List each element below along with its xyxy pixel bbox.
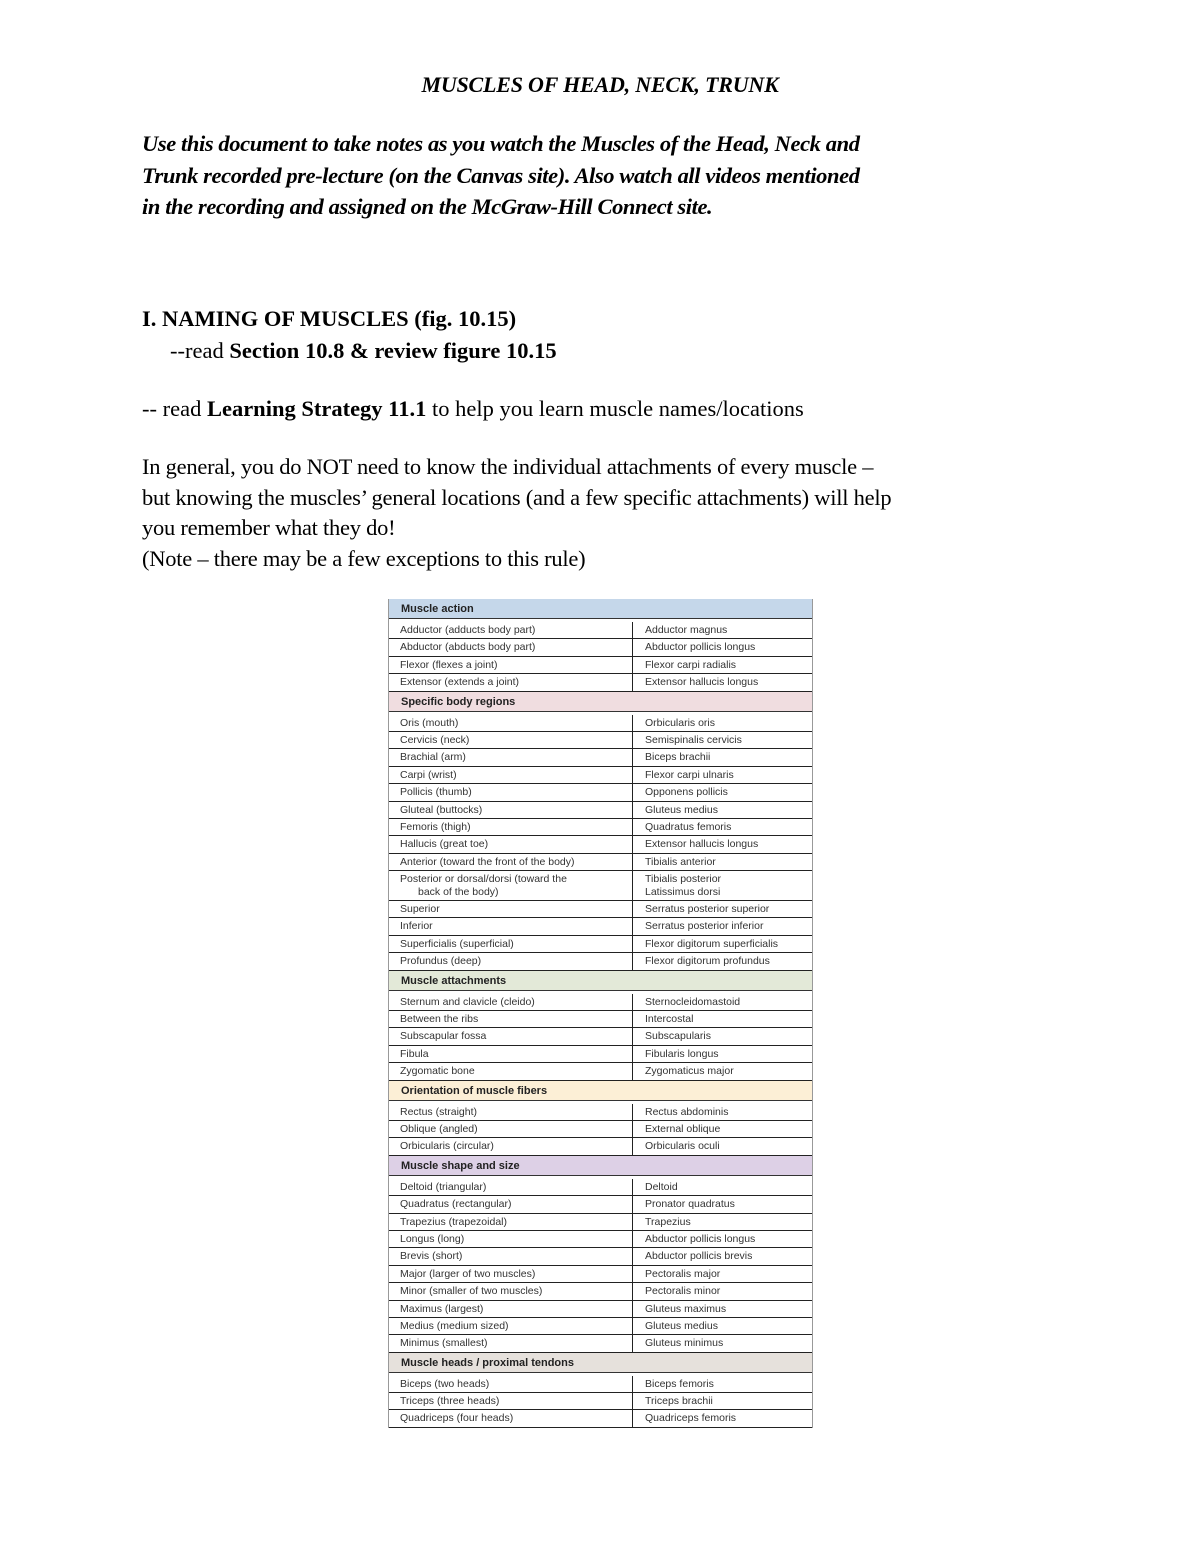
example-cell: Fibularis longus	[645, 1047, 719, 1060]
table-row	[389, 749, 812, 766]
example-cell: Adductor magnus	[645, 624, 728, 636]
term-cell: Quadratus (rectangular)	[389, 1196, 633, 1212]
reading-prefix: --read	[170, 338, 230, 363]
table-row	[389, 1121, 812, 1138]
reading-prefix: -- read	[142, 396, 207, 421]
example-cell: Pectoralis major	[645, 1267, 721, 1280]
table-row	[389, 1179, 812, 1196]
term-cell: Orbicularis (circular)	[389, 1138, 633, 1154]
table-row	[389, 918, 812, 935]
table-row	[389, 1104, 812, 1121]
example-cell: Trapezius	[645, 1215, 691, 1228]
example-cell: Biceps femoris	[645, 1377, 714, 1390]
table-row	[389, 767, 812, 784]
table-row	[389, 1376, 812, 1393]
table-row	[389, 1266, 812, 1283]
term-cell: Hallucis (great toe)	[389, 836, 633, 852]
example-cell: Semispinalis cervicis	[645, 733, 742, 746]
example-cell: Quadriceps femoris	[645, 1412, 737, 1425]
term-cell: Fibula	[389, 1046, 633, 1062]
term-cell: Extensor (extends a joint)	[389, 674, 633, 690]
term-cell: Subscapular fossa	[389, 1028, 633, 1044]
note-line: In general, you do NOT need to know the individual attachments of every muscle –	[142, 454, 874, 479]
term-cell: Adductor (adducts body part)	[389, 622, 633, 638]
example-cell: Tibialis posterior Latissimus dorsi	[645, 873, 722, 899]
table-row	[389, 1046, 812, 1063]
example-cell: Opponens pollicis	[645, 786, 728, 799]
term-cell: Triceps (three heads)	[389, 1393, 633, 1409]
table-row	[389, 622, 812, 639]
intro-line: Use this document to take notes as you watch the Muscles of the Head, Neck and	[142, 131, 860, 156]
term-cell: Maximus (largest)	[389, 1301, 633, 1317]
table-row	[389, 674, 812, 691]
table-row	[389, 1318, 812, 1335]
table-row	[389, 1196, 812, 1213]
table-row	[389, 1138, 812, 1155]
table-row	[389, 657, 812, 674]
term-cell: Inferior	[389, 918, 633, 934]
intro-paragraph	[142, 128, 1062, 223]
term-cell: Superficialis (superficial)	[389, 936, 633, 952]
example-cell: Orbicularis oris	[645, 716, 716, 729]
term-cell: Medius (medium sized)	[389, 1318, 633, 1334]
table-row	[389, 994, 812, 1011]
section-heading: I. NAMING OF MUSCLES (fig. 10.15)	[142, 306, 517, 331]
table-row	[389, 901, 812, 918]
term-cell: Biceps (two heads)	[389, 1376, 633, 1392]
example-cell: Zygomaticus major	[645, 1065, 734, 1078]
reading-assignment-2	[142, 396, 804, 422]
term-cell: Oris (mouth)	[389, 715, 633, 731]
example-cell: Gluteus medius	[645, 803, 718, 816]
term-cell: Minor (smaller of two muscles)	[389, 1283, 633, 1299]
term-cell: Carpi (wrist)	[389, 767, 633, 783]
term-cell: Profundus (deep)	[389, 953, 633, 969]
example-cell: Quadratus femoris	[645, 820, 732, 833]
reading-suffix: to help you learn muscle names/locations	[426, 396, 804, 421]
example-cell: Extensor hallucis longus	[645, 838, 759, 851]
table-row	[389, 732, 812, 749]
example-cell: Deltoid	[645, 1180, 678, 1193]
example-cell: Biceps brachii	[645, 751, 711, 764]
term-cell: Quadriceps (four heads)	[389, 1410, 633, 1426]
table-row	[389, 715, 812, 732]
term-cell: Zygomatic bone	[389, 1063, 633, 1079]
table-row	[389, 1335, 812, 1352]
reading-reference: Section 10.8 & review figure 10.15	[229, 338, 557, 363]
example-cell: Tibialis anterior	[645, 855, 716, 868]
term-cell: Posterior or dorsal/dorsi (toward the back of the body)	[389, 871, 633, 900]
term-cell: Anterior (toward the front of the body)	[389, 854, 633, 870]
table-row	[389, 1283, 812, 1300]
muscle-naming-table	[388, 599, 813, 1428]
example-cell: Pronator quadratus	[645, 1198, 735, 1211]
term-cell: Cervicis (neck)	[389, 732, 633, 748]
reading-assignment-1	[170, 338, 557, 364]
example-cell: Subscapularis	[645, 1030, 711, 1043]
term-cell: Pollicis (thumb)	[389, 784, 633, 800]
term-cell: Gluteal (buttocks)	[389, 802, 633, 818]
table-row	[389, 819, 812, 836]
table-row	[389, 1393, 812, 1410]
general-note	[142, 452, 1072, 575]
table-row	[389, 1231, 812, 1248]
table-row	[389, 1011, 812, 1028]
term-cell: Brachial (arm)	[389, 749, 633, 765]
term-cell: Rectus (straight)	[389, 1104, 633, 1120]
table-row	[389, 871, 812, 901]
table-row	[389, 1214, 812, 1231]
intro-line: in the recording and assigned on the McGraw-Hill Connect site.	[142, 194, 713, 219]
example-cell: Flexor digitorum profundus	[645, 955, 770, 968]
term-cell: Oblique (angled)	[389, 1121, 633, 1137]
table-category-header: Muscle heads / proximal tendons	[389, 1353, 812, 1373]
term-cell: Trapezius (trapezoidal)	[389, 1214, 633, 1230]
table-row	[389, 1248, 812, 1265]
example-cell: Flexor digitorum superficialis	[645, 937, 779, 950]
term-cell: Brevis (short)	[389, 1248, 633, 1264]
example-cell: Abductor pollicis brevis	[645, 1250, 753, 1263]
example-cell: Flexor carpi ulnaris	[645, 768, 734, 781]
table-row	[389, 1063, 812, 1080]
table-category-header: Muscle shape and size	[389, 1156, 812, 1176]
example-cell: Gluteus maximus	[645, 1302, 727, 1315]
intro-line: Trunk recorded pre-lecture (on the Canvas site). Also watch all videos mentioned	[142, 162, 860, 188]
example-cell: Abductor pollicis longus	[645, 1232, 756, 1245]
term-cell: Minimus (smallest)	[389, 1335, 633, 1351]
example-cell: Gluteus medius	[645, 1319, 718, 1332]
example-cell: Extensor hallucis longus	[645, 676, 759, 689]
table-row	[389, 1028, 812, 1045]
example-cell: Pectoralis minor	[645, 1285, 721, 1298]
term-cell: Femoris (thigh)	[389, 819, 633, 835]
table-category-header: Muscle action	[389, 599, 812, 619]
example-cell: Sternocleidomastoid	[645, 995, 741, 1008]
table-category-header: Specific body regions	[389, 692, 812, 712]
term-cell: Flexor (flexes a joint)	[389, 657, 633, 673]
example-cell: Abductor pollicis longus	[645, 641, 756, 654]
table-row	[389, 1410, 812, 1427]
example-cell: Orbicularis oculi	[645, 1140, 720, 1153]
term-cell: Superior	[389, 901, 633, 917]
example-cell: Serratus posterior inferior	[645, 920, 764, 933]
table-row	[389, 639, 812, 656]
example-cell: Intercostal	[645, 1013, 694, 1026]
table-category-header: Muscle attachments	[389, 971, 812, 991]
term-cell: Sternum and clavicle (cleido)	[389, 994, 633, 1010]
note-line: but knowing the muscles’ general locations (and a few specific attachments) will help	[142, 484, 892, 510]
document-title: MUSCLES OF HEAD, NECK, TRUNK	[421, 72, 779, 97]
table-row	[389, 953, 812, 970]
table-row	[389, 802, 812, 819]
term-cell: Longus (long)	[389, 1231, 633, 1247]
example-cell: Serratus posterior superior	[645, 903, 770, 916]
example-cell: Flexor carpi radialis	[645, 658, 737, 671]
term-cell: Abductor (abducts body part)	[389, 639, 633, 655]
example-cell: Rectus abdominis	[645, 1105, 729, 1118]
term-cell: Between the ribs	[389, 1011, 633, 1027]
example-cell: Gluteus minimus	[645, 1337, 724, 1350]
table-row	[389, 836, 812, 853]
example-cell: Triceps brachii	[645, 1395, 713, 1408]
term-cell: Major (larger of two muscles)	[389, 1266, 633, 1282]
table-row	[389, 854, 812, 871]
note-line: you remember what they do!	[142, 515, 396, 541]
table-row	[389, 784, 812, 801]
example-cell: External oblique	[645, 1122, 721, 1135]
table-row	[389, 1301, 812, 1318]
table-row	[389, 936, 812, 953]
reading-reference: Learning Strategy 11.1	[206, 396, 427, 421]
note-line: (Note – there may be a few exceptions to this rule)	[142, 546, 586, 572]
table-category-header: Orientation of muscle fibers	[389, 1081, 812, 1101]
term-cell: Deltoid (triangular)	[389, 1179, 633, 1195]
